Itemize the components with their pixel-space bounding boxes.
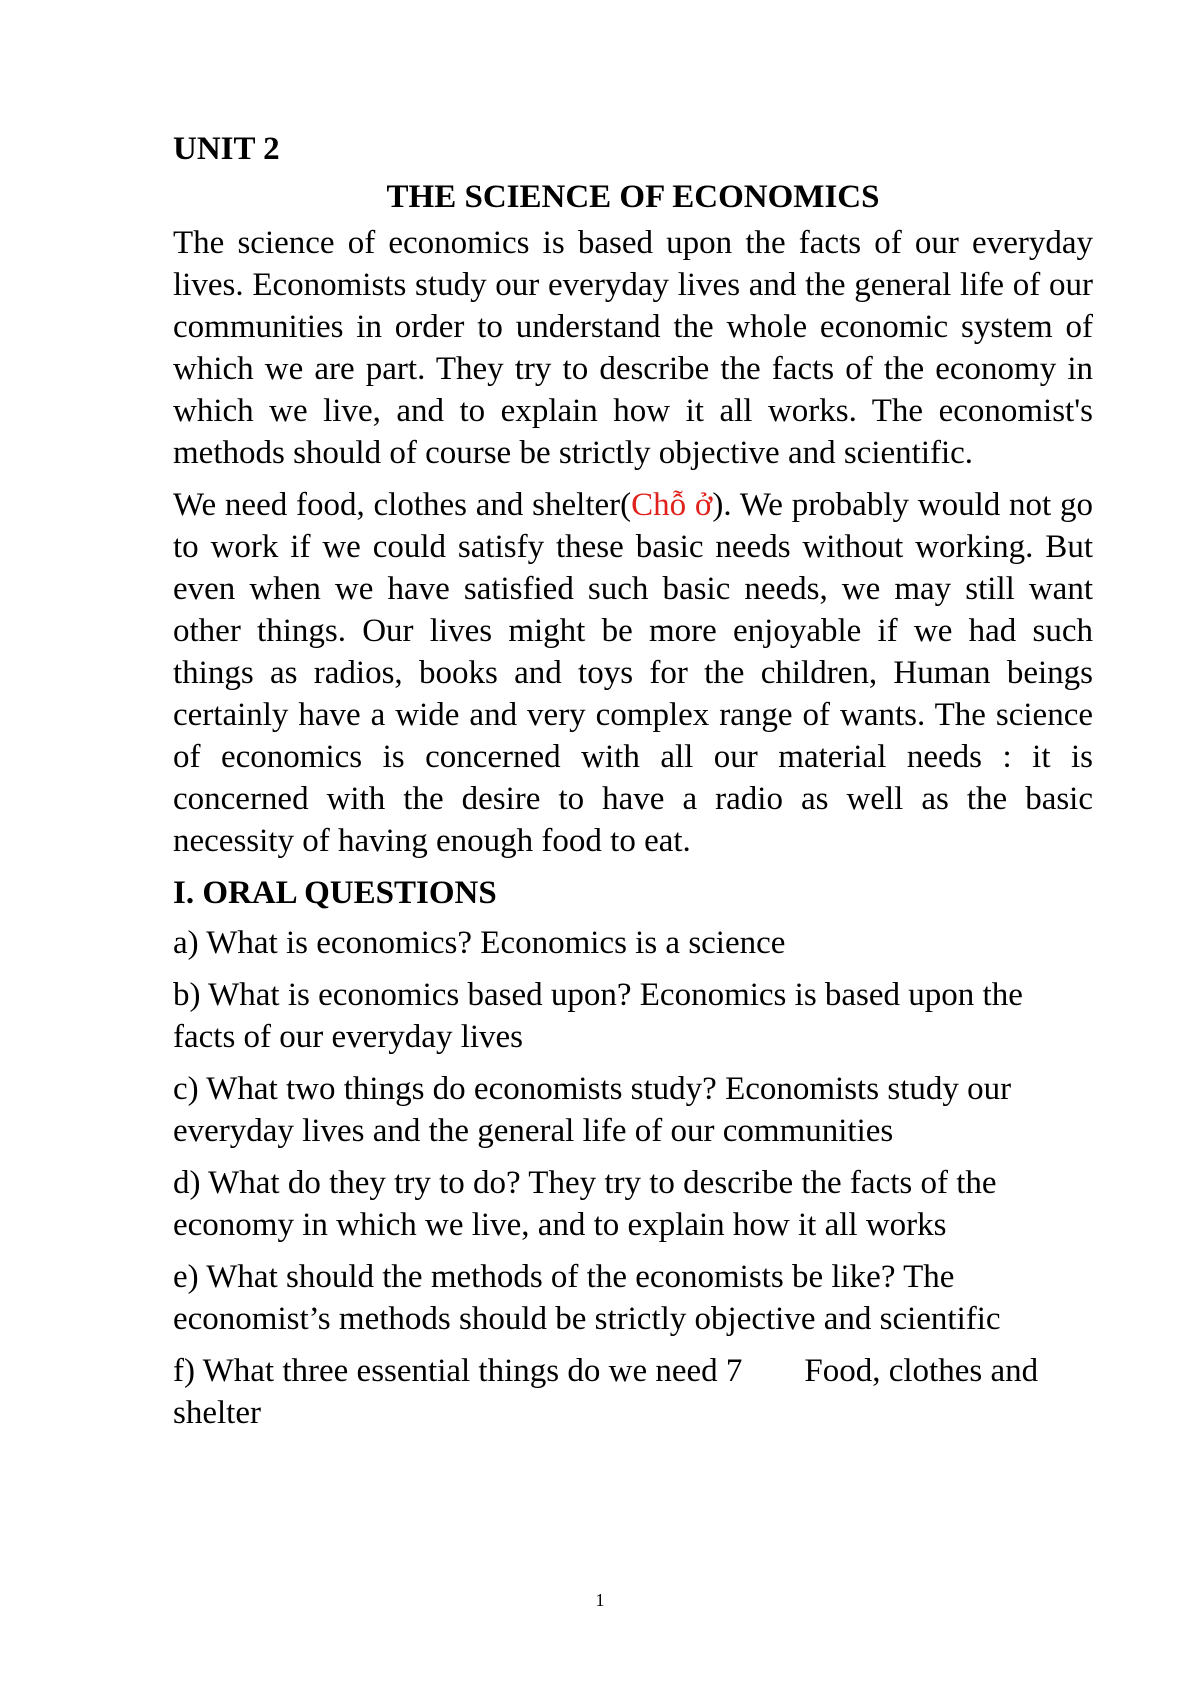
question-f-answer: Food, clothes and shelter <box>173 1353 1039 1431</box>
vietnamese-note: Chỗ ở <box>631 487 713 523</box>
unit-title: THE SCIENCE OF ECONOMICS <box>386 179 880 215</box>
question-f-text: f) What three essential things do we need 7 <box>173 1353 743 1389</box>
paragraph-needs-rest: ). We probably would not go to work if we could satisfy these basic needs without working. But even when we have satisfied such basic needs, we may still want other things. Our lives might be more enjoyable if we had such things as radios, books and toys for the children, Human beings certainly have a wide and very complex range of wants. The science of economics is concerned with all our material needs : it is concerned with the desire to have a radio as well as the basic necessity of having enough food to eat. <box>173 487 1093 859</box>
document-content <box>173 128 1093 1444</box>
unit-label: UNIT 2 <box>173 131 280 167</box>
paragraph-needs <box>173 484 1093 862</box>
section-heading-oral-questions: I. ORAL QUESTIONS <box>173 875 497 911</box>
question-d: d) What do they try to do? They try to describe the facts of the economy in which we live, and to explain how it all works <box>173 1165 997 1243</box>
question-b: b) What is economics based upon? Economics is based upon the facts of our everyday lives <box>173 977 1023 1055</box>
question-a: a) What is economics? Economics is a science <box>173 925 786 961</box>
paragraph-needs-start: We need food, clothes and shelter( <box>173 487 632 523</box>
question-c: c) What two things do economists study? Economists study our everyday lives and the general life of our communities <box>173 1071 1012 1149</box>
page-number: 1 <box>595 1590 605 1610</box>
question-f <box>173 1350 1093 1434</box>
paragraph-intro: The science of economics is based upon the facts of our everyday lives. Economists study our everyday lives and the general life of our communities in order to understand the whole economic system of which we are part. They try to describe the facts of the economy in which we live, and to explain how it all works. The economist's methods should of course be strictly objective and scientific. <box>173 225 1093 471</box>
question-e: e) What should the methods of the economists be like? The economist’s methods should be strictly objective and scientific <box>173 1259 1001 1337</box>
